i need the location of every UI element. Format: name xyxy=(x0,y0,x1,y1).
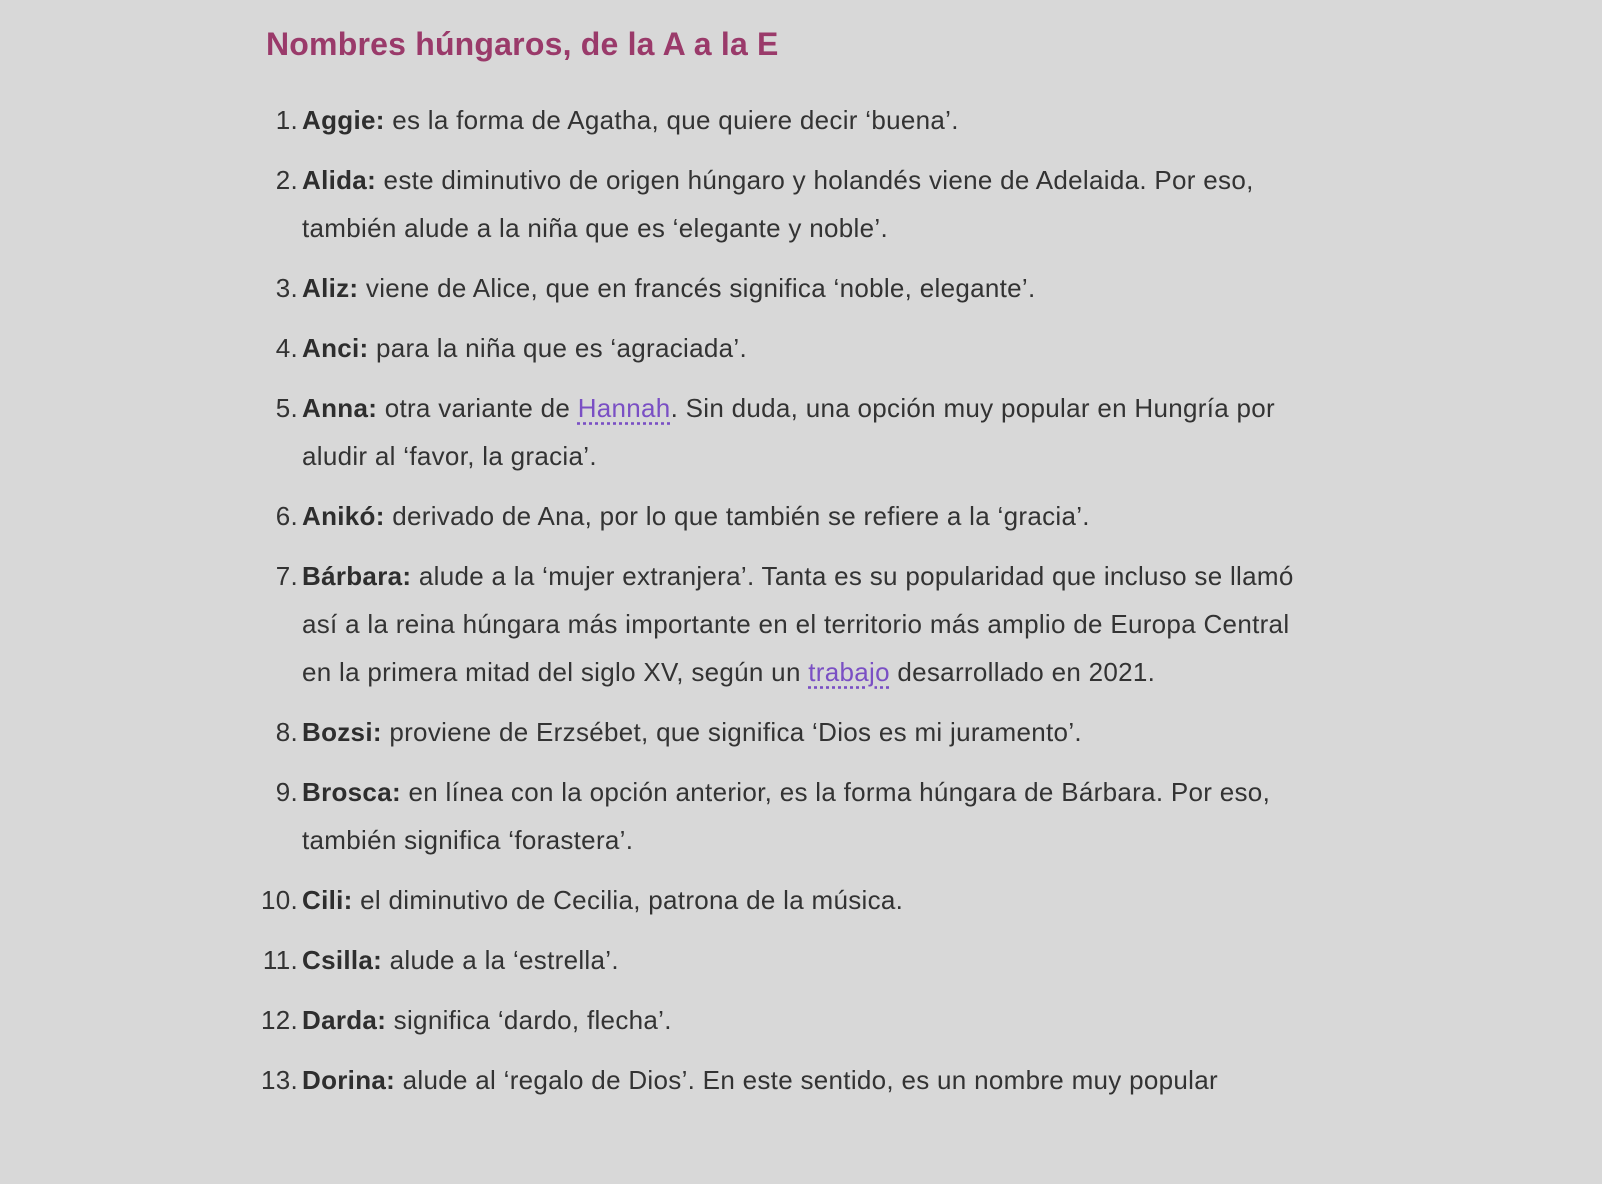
name-term: Dorina: xyxy=(302,1065,396,1095)
name-term: Darda: xyxy=(302,1005,387,1035)
trabajo-link[interactable]: trabajo xyxy=(808,657,890,687)
list-item xyxy=(266,156,1326,252)
name-description-part: alude a la ‘mujer extranjera’. Tanta es su popularidad que incluso se llamó así a la reina húngara más importante en el territorio más amplio de Europa Central en la primera mitad del siglo XV, según un xyxy=(302,561,1294,687)
list-item xyxy=(260,1056,1326,1104)
name-description: alude al ‘regalo de Dios’. En este sentido, es un nombre muy popular xyxy=(395,1065,1218,1095)
list-number: 5. xyxy=(275,393,298,423)
name-description: para la niña que es ‘agraciada’. xyxy=(368,333,747,363)
name-description-part: desarrollado en 2021. xyxy=(889,657,1156,687)
list-number: 12. xyxy=(260,1005,298,1035)
section-heading: Nombres húngaros, de la A a la E xyxy=(266,26,779,62)
name-description: en línea con la opción anterior, es la forma húngara de Bárbara. Por eso, también significa ‘forastera’. xyxy=(302,777,1271,855)
list-number: 2. xyxy=(275,165,298,195)
list-number: 7. xyxy=(275,561,298,591)
name-term: Alida: xyxy=(302,165,377,195)
name-term: Cili: xyxy=(302,885,353,915)
name-term: Anci: xyxy=(302,333,369,363)
name-term: Csilla: xyxy=(302,945,383,975)
list-item xyxy=(266,708,1326,756)
name-description: alude a la ‘estrella’. xyxy=(382,945,619,975)
name-term: Aliz: xyxy=(302,273,359,303)
names-list xyxy=(260,96,1326,1104)
name-description: significa ‘dardo, flecha’. xyxy=(386,1005,672,1035)
list-item xyxy=(266,264,1326,312)
list-item xyxy=(266,768,1326,864)
list-number: 13. xyxy=(260,1065,298,1095)
name-description: derivado de Ana, por lo que también se refiere a la ‘gracia’. xyxy=(384,501,1090,531)
list-number: 1. xyxy=(275,105,298,135)
name-term: Bárbara: xyxy=(302,561,412,591)
name-term: Anikó: xyxy=(302,501,385,531)
name-description: el diminutivo de Cecilia, patrona de la música. xyxy=(352,885,904,915)
list-item xyxy=(266,96,1326,144)
name-description: viene de Alice, que en francés significa ‘noble, elegante’. xyxy=(358,273,1036,303)
name-term: Aggie: xyxy=(302,105,385,135)
hannah-link[interactable]: Hannah xyxy=(577,393,671,423)
list-item xyxy=(262,936,1326,984)
list-number: 11. xyxy=(262,945,298,975)
list-item xyxy=(266,552,1326,696)
list-number: 3. xyxy=(275,273,298,303)
list-item xyxy=(266,492,1326,540)
list-number: 10. xyxy=(260,885,298,915)
name-term: Bozsi: xyxy=(302,717,382,747)
name-description: es la forma de Agatha, que quiere decir ‘buena’. xyxy=(384,105,959,135)
name-term: Anna: xyxy=(302,393,378,423)
list-number: 9. xyxy=(275,777,298,807)
article-content xyxy=(260,0,1326,1116)
list-item xyxy=(266,324,1326,372)
name-description-part: . Sin duda, una opción muy popular en Hungría por aludir al ‘favor, la gracia’. xyxy=(302,393,1276,471)
name-description: proviene de Erzsébet, que significa ‘Dios es mi juramento’. xyxy=(381,717,1082,747)
list-number: 6. xyxy=(275,501,298,531)
list-item xyxy=(266,384,1326,480)
list-item xyxy=(260,876,1326,924)
list-item xyxy=(260,996,1326,1044)
name-term: Brosca: xyxy=(302,777,401,807)
list-number: 8. xyxy=(275,717,298,747)
name-description: este diminutivo de origen húngaro y holandés viene de Adelaida. Por eso, también alude a la niña que es ‘elegante y noble’. xyxy=(302,165,1254,243)
list-number: 4. xyxy=(275,333,298,363)
name-description-part: otra variante de xyxy=(377,393,578,423)
